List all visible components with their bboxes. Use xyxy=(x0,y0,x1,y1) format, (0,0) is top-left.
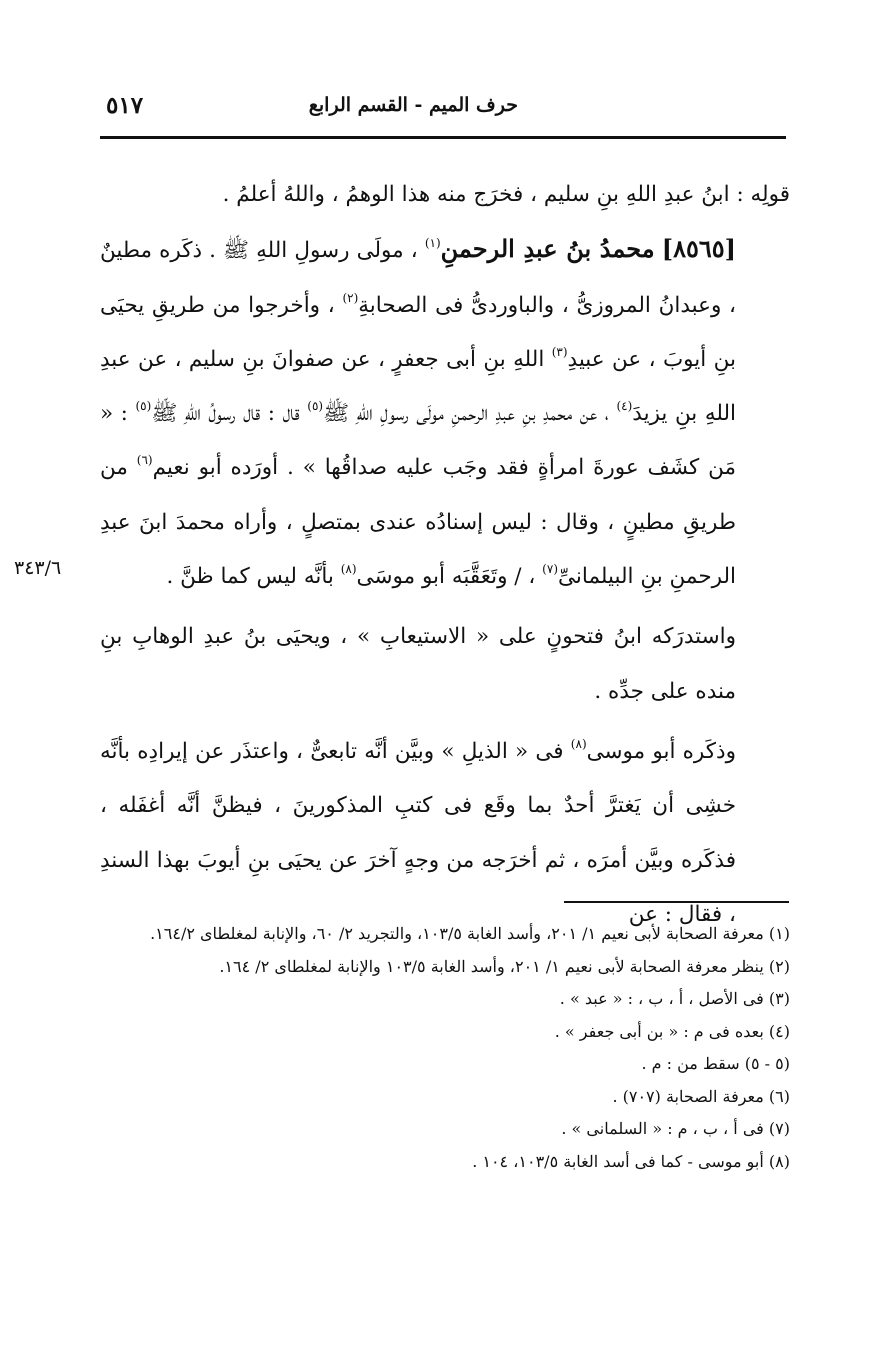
footnote-rule xyxy=(564,901,789,903)
paragraph-1 xyxy=(100,168,790,222)
footnote-ref-5-end: (٥) xyxy=(135,399,152,414)
entry-text-h: ، / وتَعَقَّبَه أبو موسَى xyxy=(356,564,536,590)
footnote-4: (٤) بعده فى م : « بن أبى جعفر » . xyxy=(554,1021,790,1041)
margin-volume-page-ref: ٣٤٣/٦ xyxy=(14,557,62,579)
main-text xyxy=(100,168,790,942)
footnotes xyxy=(100,918,790,1178)
footnote-ref-4: (٤) xyxy=(616,399,633,414)
entry-text-d: ، عن محمدِ بنِ عبدِ الرحمنِ مولَى رسولِ اللهِ ﷺ xyxy=(323,401,609,427)
header-rule xyxy=(100,136,786,139)
paragraph-1-text: قولِه : ابنُ عبدِ اللهِ بنِ سليم ، فخرَج منه هذا الوهمُ ، واللهُ أعلمُ . xyxy=(222,182,790,207)
footnote-ref-1: (١) xyxy=(424,236,441,251)
paragraph-4-text-a: وذكَره أبو موسى xyxy=(586,738,736,764)
footnote-ref-8-b: (٨) xyxy=(570,736,587,751)
page-header xyxy=(100,88,786,128)
footnote-2: (٢) ينظر معرفة الصحابة لأبى نعيم ١/ ٢٠١، وأسد الغابة ١٠٣/٥ والإنابة لمغلطاى ٢/ ١٦٤. xyxy=(219,956,790,976)
entry-text-e: قال : قال رسولُ اللهِ ﷺ xyxy=(151,401,300,427)
entry-number: [٨٥٦٥] xyxy=(661,234,736,264)
entry-text-g: من طريقِ مطينٍ ، وقال : ليس إسنادُه عندى بمتصلٍ ، وأراه محمدَ ابنَ عبدِ الرحمنِ بنِ البيلمانىِّ xyxy=(100,455,736,590)
entry-text-f: : « مَن كشَف عورةَ امرأةٍ فقد وجَب عليه صداقُها » . أورَده أبو نعيم xyxy=(100,401,736,481)
entry-text-b: ، وأخرجوا من طريقِ يحيَى بنِ أيوبَ ، عن عبيدِ xyxy=(100,292,736,372)
footnote-1: (١) معرفة الصحابة لأبى نعيم ١/ ٢٠١، وأسد الغابة ١٠٣/٥، والتجريد ٢/ ٦٠، والإنابة لمغلطاى ١٦٤/٢. xyxy=(150,924,790,943)
footnote-ref-7: (٧) xyxy=(542,562,558,577)
page-number: ٥١٧ xyxy=(106,92,144,119)
entry-name: محمدُ بنُ عبدِ الرحمنِ xyxy=(440,234,655,264)
paragraph-4-text-b: فى « الذيلِ » وبيَّن أنَّه تابعىٌّ ، واعتذَر عن إيرادِه بأنَّه خشِى أن يَغترَّ أحدٌ بما وقَع فى كتبِ المذكورينَ ، فيظنَّ أنَّه أغفَله ، فذكَره وبيَّن أمرَه ، ثم أخرَجه من وجهٍ آخرَ عن يحيَى بنِ أيوبَ بهذا السندِ ، فقال : عن xyxy=(100,738,736,927)
paragraph-3 xyxy=(100,610,790,719)
footnote-7: (٧) فى أ ، ب ، م : « السلمانى » . xyxy=(561,1119,790,1138)
footnote-ref-8: (٨) xyxy=(340,562,357,577)
footnote-ref-6: (٦) xyxy=(136,453,153,468)
entry-paragraph xyxy=(100,222,790,604)
footnote-8: (٨) أبو موسى - كما فى أسد الغابة ١٠٣/٥، ١٠٤ . xyxy=(472,1151,790,1171)
paragraph-4 xyxy=(100,725,790,942)
footnote-ref-3: (٣) xyxy=(551,344,568,359)
entry-text-c: اللهِ بنِ أبى جعفرٍ ، عن صفوانَ بنِ سليم ، عن عبدِ اللهِ بنِ يزيدَ xyxy=(100,346,736,427)
footnote-6: (٦) معرفة الصحابة (٧٠٧) . xyxy=(612,1086,790,1106)
footnote-ref-5: (٥) xyxy=(307,399,324,414)
footnote-3: (٣) فى الأصل ، أ ، ب ، : « عبد » . xyxy=(559,989,790,1008)
footnote-ref-2: (٢) xyxy=(342,290,359,305)
footnote-5: (٥ - ٥) سقط من : م . xyxy=(641,1054,790,1073)
running-title: حرف الميم - القسم الرابع xyxy=(308,94,518,116)
entry-text-i: بأنَّه ليس كما ظنَّ . xyxy=(166,564,334,590)
paragraph-3-text: واستدرَكه ابنُ فتحونٍ على « الاستيعابِ » ، ويحيَى بنُ عبدِ الوهابِ بنِ منده على جدِّه . xyxy=(100,624,736,704)
entry-text-a: ، مولَى رسولِ اللهِ ﷺ . ذكَره مطينٌ ، وعبدانُ المروزىُّ ، والباوردىُّ فى الصحابةِ xyxy=(100,238,736,318)
